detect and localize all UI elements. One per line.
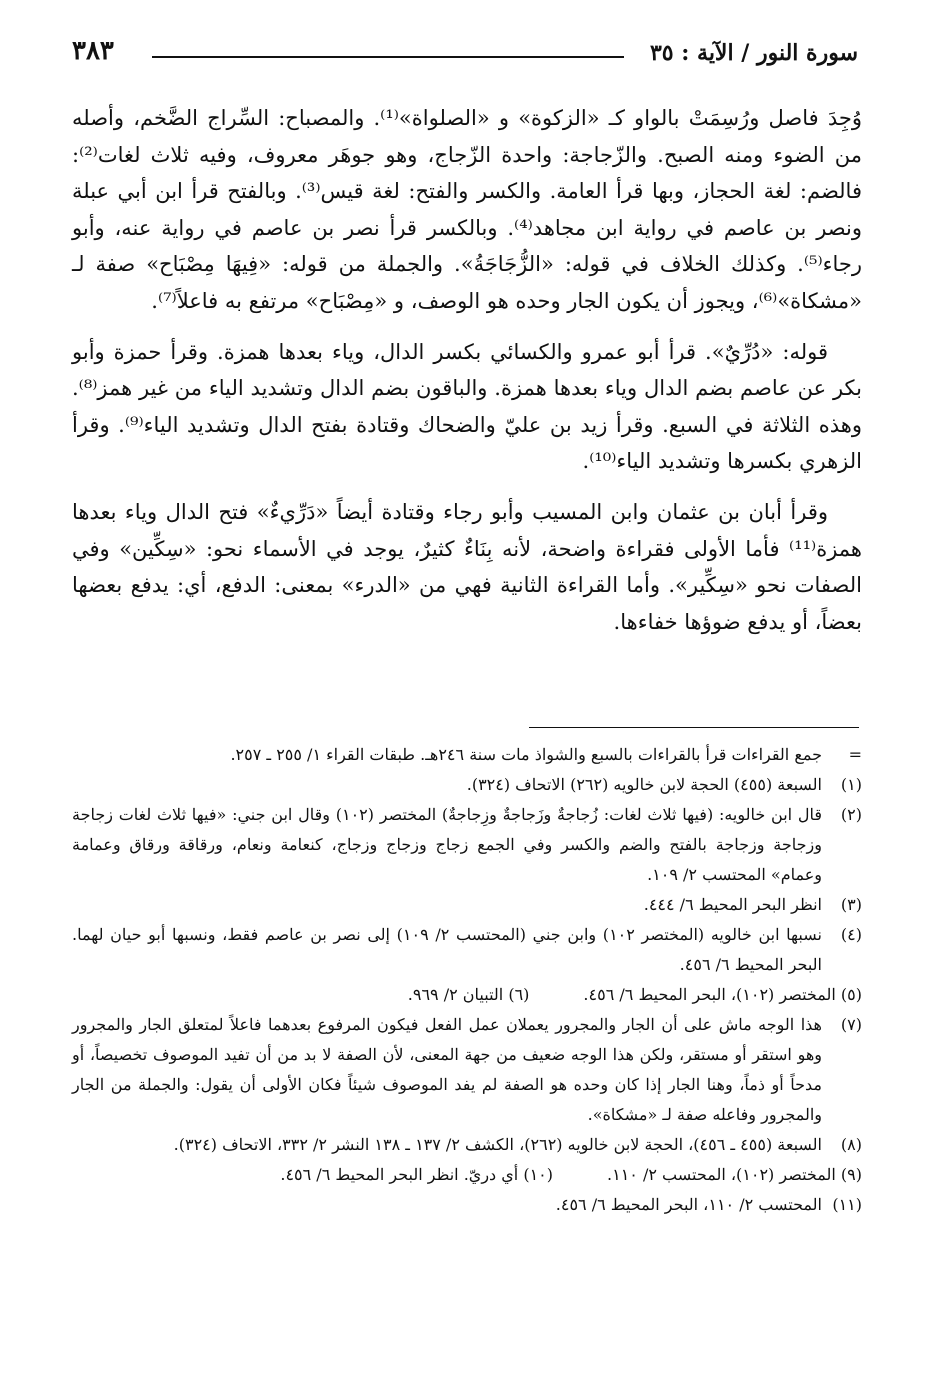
footnote-number: = <box>848 745 862 764</box>
footnote <box>72 920 862 980</box>
footnote-text: التبيان ٢/ ٩٦٩. <box>407 985 504 1004</box>
footnote <box>72 800 862 890</box>
footnote-separator <box>529 727 859 728</box>
footnote-text: السبعة (٤٥٥) الحجة لابن خالويه (٢٦٢) الاتحاف (٣٢٤). <box>466 775 822 794</box>
header-rule <box>152 56 624 58</box>
footnotes <box>72 740 862 1220</box>
footnote <box>72 1190 862 1220</box>
footnote-text: السبعة (٤٥٥ ـ ٤٥٦)، الحجة لابن خالويه (٢٦٢)، الكشف ٢/ ١٣٧ ـ ١٣٨ النشر ٢/ ٣٣٢، الاتحاف (٣٢٤). <box>173 1135 822 1154</box>
running-header <box>72 36 858 76</box>
footnote-text: المختصر (١٠٢)، المحتسب ٢/ ١١٠. <box>607 1165 836 1184</box>
footnote-text: هذا الوجه ماش على أن الجار والمجرور يعملان عمل الفعل فيكون المرفوع بعدهما فاعلاً لمتعلق الجار والمجرور وهو استقر أو مستقر، ولكن هذا الوجه ضعيف من جهة المعنى، لأن الصفة لا بد من أن تفيد الموصوف تخصيصاً، أو مدحاً أو ذماً، وهنا الجار إذا كان وحده هو الصفة لم يفد الموصوف شيئاً فكان الأولى أن يقول: والجملة من الجار والمجرور وفاعله صفة لـ «مشكاة». <box>72 1015 822 1124</box>
footnote <box>607 1160 862 1190</box>
footnote-number: (٥) <box>840 985 862 1004</box>
footnote-text: قال ابن خالويه: (فيها ثلاث لغات: زُجاجةٌ وزَجاجةٌ وزِجاجةٌ) المختصر (١٠٢) وقال ابن جني: «فيها ثلاث لغات زجاجة وزجاجة وزجاجة بالفتح والضم والكسر وفي الجمع زجاج وزجاج وزجاج، كنعامة ونعام، ورقاقة ورقاق وعمامة وعمام» المحتسب ٢/ ١٠٩. <box>72 805 823 884</box>
footnote-number: (٣) <box>840 895 862 914</box>
footnote <box>280 1160 553 1190</box>
footnote-text: المختصر (١٠٢)، البحر المحيط ٦/ ٤٥٦. <box>583 985 836 1004</box>
footnote-number: (٩) <box>840 1165 862 1184</box>
body-paragraph: قوله: «دُرِّيٌ». قرأ أبو عمرو والكسائي بكسر الدال، وياء بعدها همزة. وقرأ حمزة وأبو بكر عن عاصم بضم الدال وياء بعدها همزة. والباقون بضم الدال وتشديد الياء من غير همز⁽⁸⁾. وهذه الثلاثة في السبع. وقرأ زيد بن عليّ والضحاك وقتادة بفتح الدال وتشديد الياء⁽⁹⁾. وقرأ الزهري بكسرها وتشديد الياء⁽¹⁰⁾. <box>72 339 862 474</box>
footnote <box>72 1010 862 1130</box>
body-paragraph: وُجِدَ فاصل ورُسِمَتْ بالواو كـ «الزكوة» و «الصلواة»⁽¹⁾. والمصباح: السِّراج الضَّخم، وأصله من الضوء ومنه الصبح. والزّجاجة: واحدة الزّجاج، وهو جوهَر معروف، وفيه ثلاث لغات⁽²⁾: فالضم: لغة الحجاز، وبها قرأ العامة. والكسر والفتح: لغة قيس⁽³⁾. وبالفتح قرأ ابن أبي عبلة ونصر بن عاصم في رواية ابن مجاهد⁽⁴⁾. وبالكسر قرأ نصر بن عاصم في رواية عنه، وأبو رجاء⁽⁵⁾. وكذلك الخلاف في قوله: «الزُّجَاجَةُ». والجملة من قوله: «فِيهَا مِصْبَاح» صفة لـ «مشكاة»⁽⁶⁾، ويجوز أن يكون الجار وحده هو الوصف، و «مِصْبَاح» مرتفع به فاعلاً⁽⁷⁾. <box>72 106 862 313</box>
footnote-text: المحتسب ٢/ ١١٠، البحر المحيط ٦/ ٤٥٦. <box>555 1195 822 1214</box>
footnote-text: أي دريّ. انظر البحر المحيط ٦/ ٤٥٦. <box>280 1165 519 1184</box>
footnote-number: (١) <box>840 775 862 794</box>
footnote-number: (١٠) <box>523 1165 554 1184</box>
page-number: ٣٨٣ <box>72 36 114 66</box>
footnote-number: (٦) <box>508 985 530 1004</box>
footnote-number: (٢) <box>840 805 862 824</box>
footnote <box>72 770 862 800</box>
footnote <box>408 980 530 1010</box>
footnote <box>583 980 862 1010</box>
footnote-number: (٤) <box>840 925 862 944</box>
footnote-text: انظر البحر المحيط ٦/ ٤٤٤. <box>643 895 822 914</box>
footnote-number: (٧) <box>840 1015 862 1034</box>
footnote-pair <box>72 980 862 1010</box>
footnote-text: نسبها ابن خالويه (المختصر ١٠٢) وابن جني (المحتسب ٢/ ١٠٩) إلى نصر بن عاصم فقط، ونسبها أبو حيان لهما. البحر المحيط ٦/ ٤٥٦. <box>72 925 822 974</box>
header-title: سورة النور / الآية : ٣٥ <box>649 40 858 66</box>
footnote-number: (١١) <box>832 1195 862 1214</box>
body-paragraph: وقرأ أبان بن عثمان وابن المسيب وأبو رجاء وقتادة أيضاً «دَرِّيءٌ» فتح الدال وياء بعدها همزة⁽¹¹⁾ فأما الأولى فقراءة واضحة، لأنه بِنَاءٌ كثيرٌ، يوجد في الأسماء نحو: «سِكِّين» وفي الصفات نحو «سِكِّير». وأما القراءة الثانية فهي من «الدرء» بمعنى: الدفع، أي: يدفع بعضها بعضاً، أو يدفع ضوؤها خفاءها. <box>72 499 862 634</box>
footnote-text: جمع القراءات قرأ بالقراءات بالسبع والشواذ مات سنة ٢٤٦هـ. طبقات القراء ١/ ٢٥٥ ـ ٢٥٧. <box>230 745 822 764</box>
footnote-pair <box>72 1160 862 1190</box>
footnote <box>72 740 862 770</box>
footnote <box>72 1130 862 1160</box>
main-text <box>72 100 862 654</box>
footnote-number: (٨) <box>840 1135 862 1154</box>
footnote <box>72 890 862 920</box>
